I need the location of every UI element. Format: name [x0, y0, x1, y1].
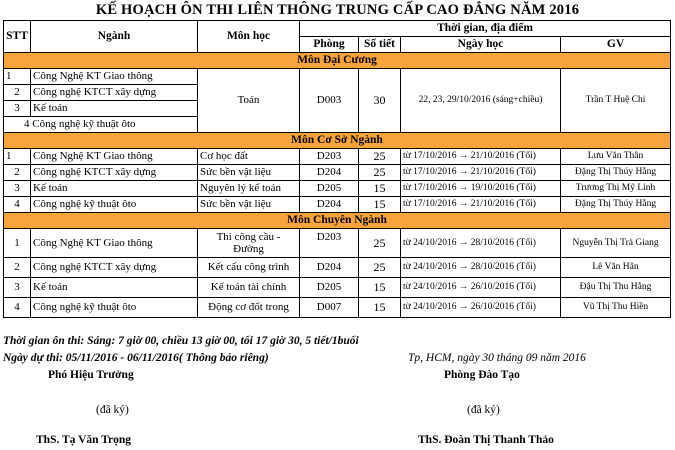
table-row: [4, 69, 671, 85]
cell-phong: D007: [300, 298, 359, 318]
left-signer-name: ThS. Tạ Văn Trọng: [36, 434, 132, 446]
section-header: [4, 213, 671, 229]
section-header: [4, 133, 671, 149]
cell-gv: Nguyễn Thị Trà Giang: [561, 229, 671, 258]
cell-stt: 3: [4, 181, 31, 197]
cell-mon: Kết cấu công trình: [198, 258, 300, 278]
right-signer-name: ThS. Đoàn Thị Thanh Thảo: [418, 434, 554, 446]
cell-stt: 2: [4, 258, 31, 278]
cell-nganh: Công nghệ kỹ thuật ôto: [31, 197, 198, 213]
header-stt: STT: [4, 21, 31, 53]
cell-ngay-hoc: từ 24/10/2016 → 28/10/2016 (Tối): [401, 229, 561, 258]
cell-nganh: Công Nghệ KT Giao thông: [31, 69, 198, 85]
cell-nganh: Kế toán: [31, 101, 198, 117]
cell-mon: Cơ học đất: [198, 149, 300, 165]
cell-so-tiet: 25: [359, 258, 401, 278]
cell-mon: Nguyên lý kế toán: [198, 181, 300, 197]
cell-mon: Sức bền vật liệu: [198, 165, 300, 181]
cell-gv: Đậu Thị Thu Hằng: [561, 278, 671, 298]
cell-gv: Lê Văn Hân: [561, 258, 671, 278]
table-row: [4, 181, 671, 197]
cell-stt: 2: [4, 165, 31, 181]
cell-so-tiet: 15: [359, 197, 401, 213]
cell-stt: 1: [4, 69, 31, 85]
cell-gv: Trương Thị Mỹ Linh: [561, 181, 671, 197]
cell-ngay-hoc: từ 17/10/2016 → 19/10/2016 (Tối): [401, 181, 561, 197]
cell-stt: 1: [4, 229, 31, 258]
cell-mon: Động cơ đốt trong: [198, 298, 300, 318]
cell-phong: D203: [300, 149, 359, 165]
cell-stt: 2: [4, 85, 31, 101]
cell-phong: D204: [300, 258, 359, 278]
cell-nganh: Kế toán: [31, 278, 198, 298]
exam-date-note: Ngày dự thi: 05/11/2016 - 06/11/2016( Thông báo riêng): [3, 352, 269, 364]
cell-ngay-hoc: 22, 23, 29/10/2016 (sáng+chiều): [401, 69, 561, 133]
cell-so-tiet: 15: [359, 298, 401, 318]
section-title: Môn Chuyên Ngành: [4, 213, 671, 229]
cell-nganh-text: Công nghệ kỹ thuật ôto: [32, 118, 136, 130]
section-title: Môn Đại Cương: [4, 53, 671, 69]
cell-nganh: Công nghệ kỹ thuật ôto: [31, 298, 198, 318]
cell-stt: 4: [24, 118, 30, 130]
cell-phong: D203: [300, 229, 359, 258]
left-signer-role: Phó Hiệu Trưởng: [48, 369, 134, 381]
cell-stt: 1: [4, 149, 31, 165]
cell-phong: D003: [300, 69, 359, 133]
table-row: [4, 197, 671, 213]
header-row: [4, 21, 671, 37]
cell-ngay-hoc: từ 17/10/2016 → 21/10/2016 (Tối): [401, 197, 561, 213]
cell-so-tiet: 25: [359, 149, 401, 165]
cell-so-tiet: 25: [359, 165, 401, 181]
cell-ngay-hoc: từ 17/10/2016 → 21/10/2016 (Tối): [401, 165, 561, 181]
cell-gv: Lưu Văn Thân: [561, 149, 671, 165]
cell-nganh: [4, 117, 198, 133]
cell-stt: 4: [4, 197, 31, 213]
cell-ngay-hoc: từ 24/10/2016 → 26/10/2016 (Tối): [401, 278, 561, 298]
header-gv: GV: [561, 37, 671, 53]
cell-gv: Đặng Thị Thúy Hằng: [561, 197, 671, 213]
section-header: [4, 53, 671, 69]
cell-nganh: Công nghệ KTCT xây dựng: [31, 85, 198, 101]
table-row: [4, 258, 671, 278]
section-title: Môn Cơ Sở Ngành: [4, 133, 671, 149]
cell-stt: 3: [4, 278, 31, 298]
header-ngay-hoc: Ngày học: [401, 37, 561, 53]
cell-so-tiet: 25: [359, 229, 401, 258]
header-mon: Môn học: [198, 21, 300, 53]
cell-stt: 3: [4, 101, 31, 117]
cell-stt: 4: [4, 298, 31, 318]
cell-ngay-hoc: từ 24/10/2016 → 28/10/2016 (Tối): [401, 258, 561, 278]
cell-nganh: Công Nghệ KT Giao thông: [31, 149, 198, 165]
cell-phong: D205: [300, 181, 359, 197]
cell-ngay-hoc: từ 24/10/2016 → 26/10/2016 (Tối): [401, 298, 561, 318]
cell-so-tiet: 15: [359, 181, 401, 197]
table-row: [4, 229, 671, 258]
cell-phong: D204: [300, 197, 359, 213]
header-nganh: Ngành: [31, 21, 198, 53]
cell-so-tiet: 15: [359, 278, 401, 298]
table-row: [4, 278, 671, 298]
cell-nganh: Kế toán: [31, 181, 198, 197]
place-date: Tp, HCM, ngày 30 tháng 09 năm 2016: [408, 352, 586, 364]
cell-nganh: Công nghệ KTCT xây dựng: [31, 258, 198, 278]
cell-nganh: Công Nghệ KT Giao thông: [31, 229, 198, 258]
cell-ngay-hoc: từ 17/10/2016 → 21/10/2016 (Tối): [401, 149, 561, 165]
cell-mon: Toán: [198, 69, 300, 133]
header-phong: Phòng: [300, 37, 359, 53]
table-row: [4, 298, 671, 318]
cell-mon: Sức bền vật liệu: [198, 197, 300, 213]
right-signer-role: Phòng Đào Tạo: [444, 369, 520, 381]
cell-gv: Vũ Thị Thu Hiền: [561, 298, 671, 318]
header-time-place: Thời gian, địa điểm: [300, 21, 671, 37]
cell-gv: Trần T Huệ Chi: [561, 69, 671, 133]
table-row: [4, 165, 671, 181]
cell-mon: Thi công cầu - Đường: [198, 229, 300, 258]
cell-so-tiet: 30: [359, 69, 401, 133]
left-signed-note: (đã ký): [96, 404, 129, 416]
right-signed-note: (đã ký): [467, 404, 500, 416]
cell-phong: D205: [300, 278, 359, 298]
exam-time-note: Thời gian ôn thi: Sáng: 7 giờ 00, chiều 13 giờ 00, tối 17 giờ 30, 5 tiết/1buổi: [3, 335, 359, 347]
cell-nganh: Công nghệ KTCT xây dựng: [31, 165, 198, 181]
cell-mon: Kế toán tài chính: [198, 278, 300, 298]
page-title: KẾ HOẠCH ÔN THI LIÊN THÔNG TRUNG CẤP CAO ĐẲNG NĂM 2016: [95, 2, 580, 18]
cell-gv: Đặng Thị Thúy Hằng: [561, 165, 671, 181]
schedule-table: [3, 20, 671, 318]
header-so-tiet: Số tiết: [359, 37, 401, 53]
table-row: [4, 149, 671, 165]
cell-phong: D204: [300, 165, 359, 181]
